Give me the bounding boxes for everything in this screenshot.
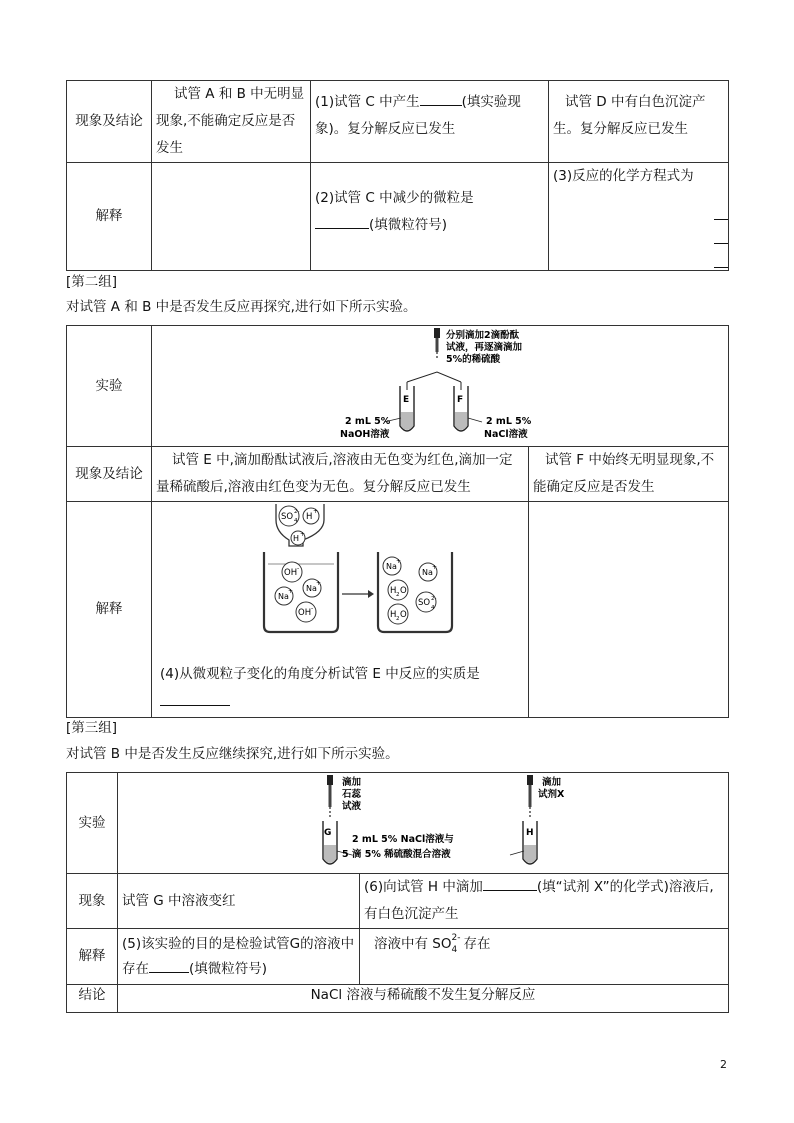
left-dropper-text-2: 石蕊 [342,789,362,800]
answer-blank-3c[interactable] [714,251,728,268]
table-group3 [66,772,729,1013]
particle-na-3 [383,557,401,575]
cell-conclusion: NaCl 溶液与稀硫酸不发生复分解反应 [118,985,729,1013]
cell-tube-g-phenomenon: 试管 G 中溶液变红 [118,874,360,929]
svg-text:H: H [293,534,300,543]
svg-text:+: + [313,508,319,515]
particle-h2o-2 [388,604,408,624]
cell-particle-diagram [152,502,529,718]
answer-blank-5[interactable] [149,956,189,973]
svg-text:-: - [297,565,300,572]
answer-blank-3b[interactable] [714,227,728,244]
tube-e-label: E [403,395,410,405]
svg-text:+: + [288,588,294,595]
row-head-phenomenon: 现象 [67,874,118,929]
dropper-left-icon [327,775,333,817]
row-head-result: 现象及结论 [67,81,152,163]
svg-text:+: + [396,558,402,565]
svg-text:H: H [390,586,397,596]
svg-text:O: O [400,610,407,620]
cell-tube-c-result: (1)试管 C 中产生 (填实验现象)。复分解反应已发生 [311,81,549,163]
svg-text:SO: SO [418,598,431,608]
svg-text:Na: Na [386,562,397,571]
particle-h-top [303,508,319,524]
left-solution-label-1: 2 mL 5% [345,416,391,427]
particle-na-1 [275,587,293,605]
cell-tube-ab-result: 试管 A 和 B 中无明显现象,不能确定反应是否发生 [152,81,311,163]
dropper-icon [434,328,440,360]
center-solution-label-1: 2 mL 5% NaCl溶液与 [352,834,454,845]
experiment-diagram-e-f [152,326,728,446]
svg-text:Na: Na [306,584,317,593]
particle-h-falling [291,531,305,545]
group3-intro: 对试管 B 中是否发生反应继续探究,进行如下所示实验。 [66,746,399,762]
cell-empty [152,163,311,271]
particle-na-4 [419,563,437,581]
svg-text:+: + [316,580,322,587]
row-head-explain: 解释 [67,163,152,271]
group2-label: [第二组] [66,274,118,290]
svg-text:-: - [311,605,314,612]
dropper-text-2: 试液，再逐滴滴加 [446,342,523,353]
svg-text:4: 4 [431,605,435,611]
cell-experiment-diagram [152,326,729,447]
right-solution-label-2: NaCl溶液 [484,429,528,440]
center-solution-label-2: 5 滴 5% 稀硫酸混合溶液 [342,849,451,860]
test-tube-f-icon [454,386,468,431]
particle-oh-1 [282,562,302,582]
left-solution-label-2: NaOH溶液 [340,429,390,440]
group2-intro: 对试管 A 和 B 中是否发生反应再探究,进行如下所示实验。 [66,299,417,315]
particle-so4-bottom [416,592,436,612]
svg-text:2-: 2- [294,509,300,515]
page-number: 2 [720,1058,727,1071]
particle-h2o-1 [388,580,408,600]
svg-text:2: 2 [396,616,400,622]
experiment-diagram-g-h [118,773,728,873]
svg-text:SO: SO [281,512,294,522]
row-head-conclusion: 结论 [67,985,118,1013]
svg-text:2: 2 [396,592,400,598]
svg-text:OH: OH [284,568,298,578]
cell-tube-d-explain: (3)反应的化学方程式为 [549,163,729,271]
answer-blank-1[interactable] [420,89,462,106]
test-tube-e-icon [400,386,414,431]
cell-tube-h-phenomenon: (6)向试管 H 中滴加 (填“试剂 X”的化学式)溶液后,有白色沉淀产生 [360,874,729,929]
cell-tube-h-explain: 溶液中有 SO 2- 4 存在 [360,929,729,985]
left-dropper-text-3: 试液 [342,801,362,812]
svg-text:H: H [390,610,397,620]
svg-text:Na: Na [422,568,433,577]
right-dropper-text-2: 试剂X [538,789,565,800]
row-head-experiment: 实验 [67,326,152,447]
right-solution-label-1: 2 mL 5% [486,416,532,427]
cell-empty-2 [529,502,729,718]
svg-text:Na: Na [278,592,289,601]
question-4: (4)从微观粒子变化的角度分析试管 E 中反应的实质是 [160,666,480,682]
svg-text:2-: 2- [431,596,437,602]
particle-so4-top [279,506,299,526]
dropper-text-1: 分别滴加2滴酚酞 [446,330,520,341]
cell-tube-c-explain: (2)试管 C 中减少的微粒是 (填微粒符号) [311,163,549,271]
answer-blank-6[interactable] [483,874,537,891]
svg-text:H: H [306,512,313,522]
row-head-explain-3: 解释 [67,929,118,985]
svg-text:4: 4 [294,518,298,524]
cell-tube-d-result: 试管 D 中有白色沉淀产生。复分解反应已发生 [549,81,729,163]
row-head-explain-2: 解释 [67,502,152,718]
table-group2 [66,325,729,718]
table-group1-continued [66,80,729,271]
tube-g-label: G [324,828,332,838]
cell-experiment-diagram-3 [118,773,729,874]
particle-diagram [152,502,528,642]
right-dropper-text-1: 滴加 [542,777,562,788]
tube-f-label: F [457,395,464,405]
cell-tube-f-result: 试管 F 中始终无明显现象,不能确定反应是否发生 [529,447,729,502]
svg-text:+: + [300,531,306,538]
svg-text:+: + [432,564,438,571]
particle-na-2 [303,579,321,597]
dropper-right-icon [527,775,533,817]
row-head-result-2: 现象及结论 [67,447,152,502]
cell-tube-e-result: 试管 E 中,滴加酚酞试液后,溶液由无色变为红色,滴加一定量稀硫酸后,溶液由红色变为无色。复分解反应已发生 [152,447,529,502]
answer-blank-2[interactable] [315,212,369,229]
svg-text:O: O [400,586,407,596]
dropper-text-3: 5%的稀硫酸 [446,354,501,365]
particle-oh-2 [296,602,316,622]
row-head-experiment-3: 实验 [67,773,118,874]
answer-blank-4[interactable] [160,689,230,706]
answer-blank-3a[interactable] [714,203,728,220]
tube-h-label: H [526,828,534,838]
cell-tube-g-explain: (5)该实验的目的是检验试管G的溶液中存在 (填微粒符号) [118,929,360,985]
group3-label: [第三组] [66,720,118,736]
left-dropper-text-1: 滴加 [342,777,362,788]
svg-text:OH: OH [298,608,312,618]
